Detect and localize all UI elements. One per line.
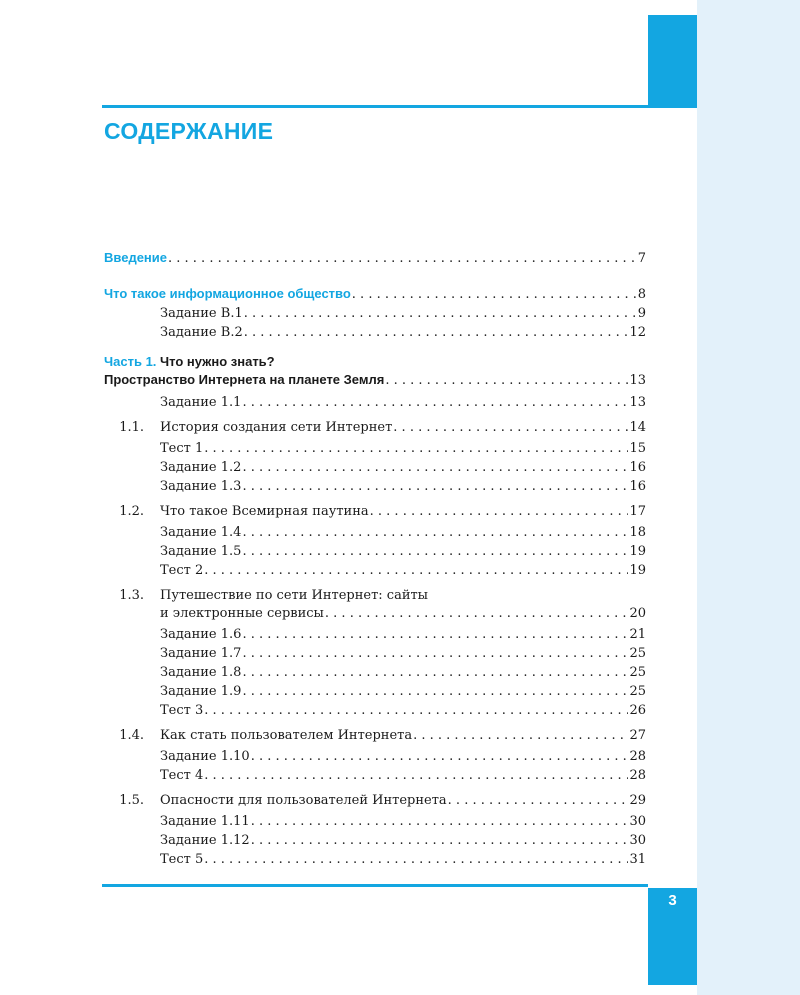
toc-entry-label: Задание 1.4 [160, 525, 242, 540]
toc-entry-label: Задание 1.3 [160, 479, 242, 494]
part-heading [104, 353, 275, 371]
toc-entry-intro[interactable] [104, 249, 646, 267]
toc-subentry[interactable] [160, 394, 646, 412]
toc-section-title-line: Путешествие по сети Интернет: сайты [160, 588, 429, 603]
toc-subentry[interactable] [160, 767, 646, 785]
toc-entry-label: Тест 1 [160, 441, 204, 456]
toc-entry-page: 17 [629, 504, 646, 519]
toc-entry-page: 15 [629, 441, 646, 456]
section-number: 1.5. [119, 793, 144, 808]
toc-subentry[interactable] [160, 478, 646, 496]
toc-entry-label: Задание 1.11 [160, 814, 250, 829]
toc-entry-part1[interactable] [104, 371, 646, 389]
dot-leader [352, 286, 637, 304]
toc-entry-label: Введение [104, 250, 167, 265]
toc-subentry[interactable] [160, 851, 646, 869]
dot-leader [325, 605, 629, 623]
part-title: Что нужно знать? [160, 354, 275, 369]
toc-entry-label: Задание 1.8 [160, 665, 242, 680]
section-number: 1.4. [119, 728, 144, 743]
toc-subentry[interactable] [160, 440, 646, 458]
toc-entry-label: Тест 2 [160, 563, 204, 578]
dot-leader [242, 524, 628, 542]
toc-entry-label: Задание 1.10 [160, 749, 250, 764]
toc-section-1-2[interactable] [119, 503, 646, 521]
toc-entry-label: Задание 1.9 [160, 684, 242, 699]
section-number: 1.1. [119, 420, 144, 435]
toc-entry-page: 26 [629, 703, 646, 718]
toc-entry-page: 21 [629, 627, 646, 642]
section-number: 1.2. [119, 504, 144, 519]
toc-entry-page: 12 [629, 325, 646, 340]
toc-entry-page: 13 [629, 395, 646, 410]
toc-subentry[interactable] [160, 702, 646, 720]
toc-entry-page: 28 [629, 749, 646, 764]
dot-leader [448, 792, 629, 810]
toc-subentry[interactable] [160, 645, 646, 663]
toc-entry-page: 30 [629, 833, 646, 848]
toc-section-1-4[interactable] [119, 727, 646, 745]
toc-entry-label: Тест 5 [160, 852, 204, 867]
dot-leader [242, 626, 628, 644]
toc-subentry[interactable] [160, 664, 646, 682]
toc-entry-page: 18 [629, 525, 646, 540]
toc-entry-page: 25 [629, 646, 646, 661]
toc-entry-page: 27 [629, 728, 646, 743]
toc-entry-page: 8 [637, 287, 646, 302]
toc-subentry[interactable] [160, 562, 646, 580]
section-number: 1.3. [119, 588, 144, 603]
dot-leader [242, 478, 628, 496]
page-number: 3 [668, 892, 677, 909]
dot-leader [204, 767, 628, 785]
toc-entry-label: Опасности для пользователей Интернета [160, 793, 447, 808]
toc-entry-label: Задание В.2 [160, 325, 243, 340]
dot-leader [204, 851, 628, 869]
toc-section-1-3[interactable] [160, 605, 646, 623]
toc-entry-page: 30 [629, 814, 646, 829]
dot-leader [370, 503, 629, 521]
toc-entry-page: 19 [629, 544, 646, 559]
toc-entry-label: Как стать пользователем Интернета [160, 728, 413, 743]
dot-leader [385, 372, 628, 390]
page-title: СОДЕРЖАНИЕ [104, 118, 274, 144]
toc-subentry[interactable] [160, 832, 646, 850]
toc-entry-page: 7 [637, 251, 646, 266]
toc-entry-page: 25 [629, 665, 646, 680]
toc-entry-label: Что такое Всемирная паутина [160, 504, 369, 519]
toc-entry-page: 16 [629, 460, 646, 475]
toc-entry-label: Задание 1.1 [160, 395, 242, 410]
toc-subentry[interactable] [160, 813, 646, 831]
toc-entry-page: 20 [629, 606, 646, 621]
toc-entry-label: Пространство Интернета на планете Земля [104, 372, 385, 387]
toc-subentry[interactable] [160, 324, 646, 342]
toc-entry-page: 19 [629, 563, 646, 578]
toc-entry-label: Задание В.1 [160, 306, 243, 321]
dot-leader [413, 727, 628, 745]
toc-entry-label: Что такое информационное общество [104, 286, 351, 301]
dot-leader [244, 324, 629, 342]
toc-entry-page: 9 [637, 306, 646, 321]
dot-leader [242, 394, 628, 412]
toc-entry-label: История создания сети Интернет [160, 420, 393, 435]
dot-leader [168, 250, 637, 268]
dot-leader [251, 832, 629, 850]
toc-entry-label: Задание 1.6 [160, 627, 242, 642]
toc-entry-label: и электронные сервисы [160, 606, 324, 621]
toc-entry-label: Задание 1.2 [160, 460, 242, 475]
toc-entry-label: Задание 1.12 [160, 833, 250, 848]
dot-leader [244, 305, 637, 323]
toc-entry-label: Задание 1.5 [160, 544, 242, 559]
dot-leader [393, 419, 628, 437]
dot-leader [251, 748, 629, 766]
dot-leader [204, 440, 628, 458]
toc-entry-page: 13 [629, 373, 646, 388]
dot-leader [204, 562, 628, 580]
toc-section-1-5[interactable] [119, 792, 646, 810]
dot-leader [251, 813, 629, 831]
dot-leader [242, 459, 628, 477]
toc-subentry[interactable] [160, 459, 646, 477]
toc-entry-page: 16 [629, 479, 646, 494]
toc-subentry[interactable] [160, 524, 646, 542]
dot-leader [204, 702, 628, 720]
part-number: Часть 1. [104, 354, 157, 369]
toc-entry-page: 14 [629, 420, 646, 435]
toc-entry-page: 28 [629, 768, 646, 783]
toc-entry-label: Задание 1.7 [160, 646, 242, 661]
toc-entry-info-society[interactable] [104, 285, 646, 303]
dot-leader [242, 645, 628, 663]
toc-subentry[interactable] [160, 305, 646, 323]
dot-leader [242, 683, 628, 701]
toc-entry-label: Тест 3 [160, 703, 204, 718]
toc-entry-label: Тест 4 [160, 768, 204, 783]
toc-entry-page: 31 [629, 852, 646, 867]
toc-section-1-1[interactable] [119, 419, 646, 437]
dot-leader [242, 664, 628, 682]
toc-entry-page: 29 [629, 793, 646, 808]
toc-subentry[interactable] [160, 626, 646, 644]
toc-entry-page: 25 [629, 684, 646, 699]
dot-leader [242, 543, 628, 561]
toc-subentry[interactable] [160, 543, 646, 561]
toc-subentry[interactable] [160, 683, 646, 701]
toc-subentry[interactable] [160, 748, 646, 766]
